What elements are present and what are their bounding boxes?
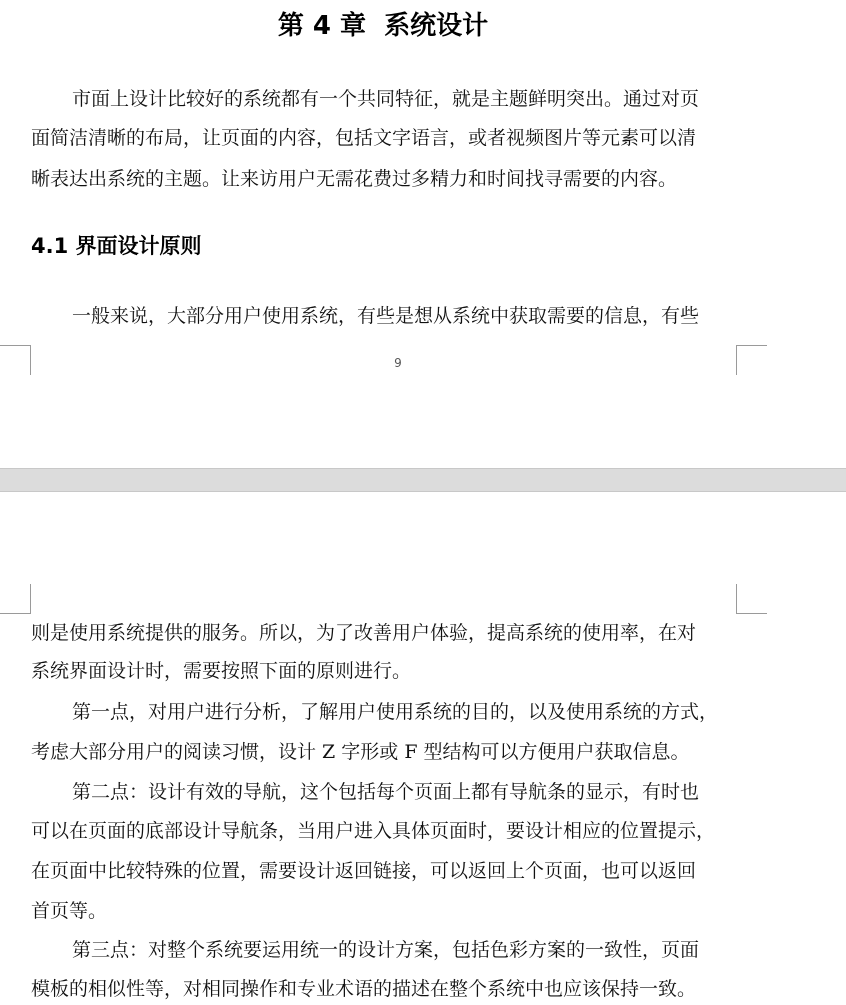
document-page-2 — [0, 492, 846, 1005]
page-separator — [0, 468, 846, 492]
page-number: 9 — [394, 356, 402, 370]
paragraph-line: 模板的相似性等，对相同操作和专业术语的描述在整个系统中也应该保持一致。 — [31, 978, 697, 1000]
paragraph-line: 市面上设计比较好的系统都有一个共同特征，就是主题鲜明突出。通过对页 — [72, 88, 700, 110]
paragraph-line: 第一点，对用户进行分析，了解用户使用系统的目的，以及使用系统的方式， — [72, 701, 719, 723]
crop-mark-top-left — [0, 584, 31, 614]
paragraph-line: 第三点：对整个系统要运用统一的设计方案，包括色彩方案的一致性，页面 — [72, 939, 700, 961]
paragraph-line: 第二点：设计有效的导航，这个包括每个页面上都有导航条的显示，有时也 — [72, 781, 700, 803]
paragraph-line: 可以在页面的底部设计导航条，当用户进入具体页面时，要设计相应的位置提示， — [31, 820, 716, 842]
section-title: 4.1 界面设计原则 — [31, 234, 202, 258]
paragraph-line: 在页面中比较特殊的位置，需要设计返回链接，可以返回上个页面，也可以返回 — [31, 860, 697, 882]
paragraph-line: 晰表达出系统的主题。让来访用户无需花费过多精力和时间找寻需要的内容。 — [31, 168, 678, 190]
paragraph-line: 一般来说，大部分用户使用系统，有些是想从系统中获取需要的信息，有些 — [72, 305, 700, 327]
document-page-1 — [0, 0, 846, 468]
paragraph-line: 则是使用系统提供的服务。所以，为了改善用户体验，提高系统的使用率，在对 — [31, 622, 697, 644]
paragraph-line: 面简洁清晰的布局，让页面的内容，包括文字语言，或者视频图片等元素可以清 — [31, 127, 697, 149]
chapter-title: 第 4 章 系统设计 — [277, 11, 489, 41]
paragraph-line: 考虑大部分用户的阅读习惯，设计 Z 字形或 F 型结构可以方便用户获取信息。 — [31, 741, 690, 763]
paragraph-line: 系统界面设计时，需要按照下面的原则进行。 — [31, 660, 412, 682]
paragraph-line: 首页等。 — [31, 900, 108, 922]
crop-mark-top-right — [736, 584, 767, 614]
